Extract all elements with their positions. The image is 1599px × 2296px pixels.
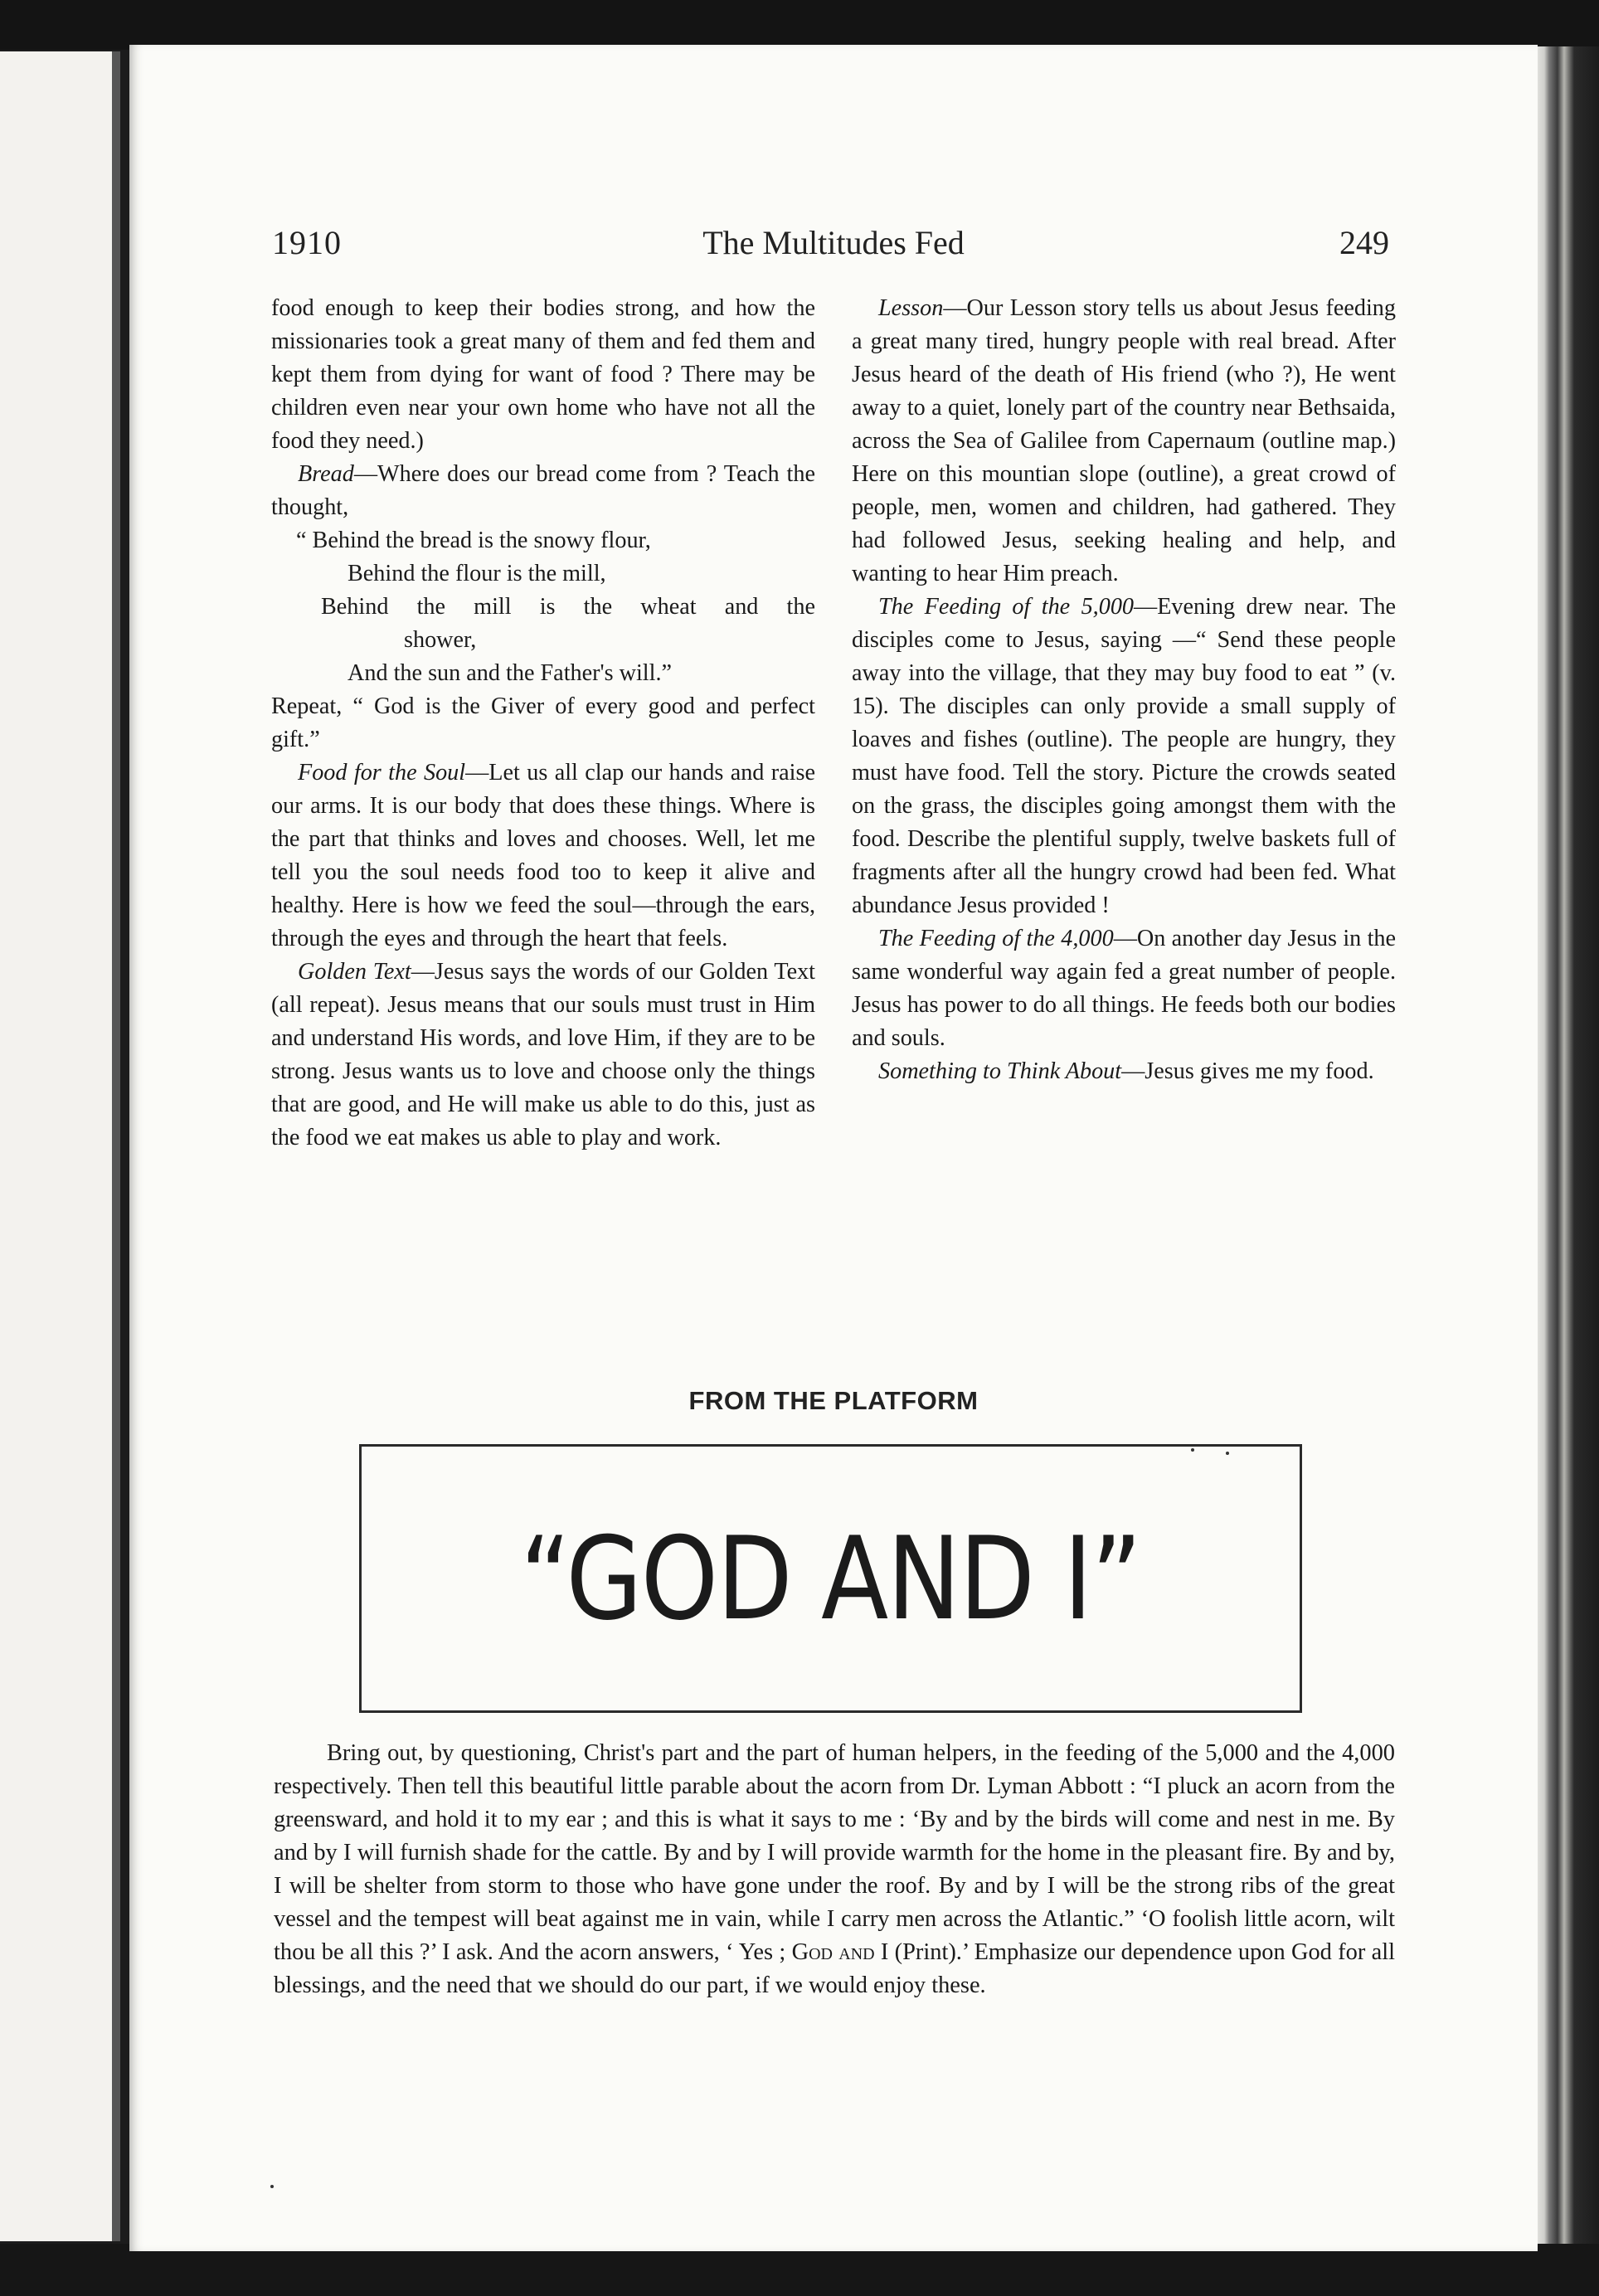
lesson-text: —Our Lesson story tells us about Jesus feeding a great many tired, hungry people with real bread. After Jesus heard of the death of His friend (who ?), He went away to a quiet, lonely part of the country near Bethsaida, across the Sea of Galilee from Capernaum (outline map.) Here on this mountian slope (outline), a great crowd of people, men, women and children, had gathered. They had followed Jesus, seeking healing and help, and wanting to hear Him preach.	[852, 295, 1396, 586]
feeding-5000-text: —Evening drew near. The disciples come to Jesus, saying —“ Send these people away into the village, that they may buy food to eat ” (v. 15). The disciples can only provide a small supply of loaves and fishes (outline). The people are hungry, they must have food. Tell the story. Picture the crowds seated on the grass, the disciples going amongst them with the food. Describe the plentiful supply, twelve baskets full of fragments after all the hungry crowd had been fed. What abundance Jesus provided !	[852, 594, 1396, 918]
section-label-think-about: Something to Think About	[878, 1058, 1122, 1084]
page-number: 249	[1339, 224, 1389, 261]
motto-text: “GOD AND I”	[520, 1511, 1141, 1646]
paragraph-food-for-soul	[271, 756, 815, 956]
feeding-4000-text: —On another day Jesus in the same wonderful way again fed a great number of people. Jesus has power to do all things. He feeds both our bodies and souls.	[852, 926, 1396, 1051]
platform-heading: FROM THE PLATFORM	[688, 1386, 979, 1415]
paragraph-missionaries: food enough to keep their bodies strong, and how the missionaries took a great many of them and fed them and kept them from dying for want of food ? There may be children even near your own home who have not all the food they need.)	[271, 295, 815, 454]
paragraph-golden-text	[271, 956, 815, 1155]
platform-text-main: Bring out, by questioning, Christ's part and the part of human helpers, in the feeding of the 5,000 and the 4,000 respectively. Then tell this beautiful little parable about the acorn from Dr. Lyman Abbott : “I pluck an acorn from the greensward, and hold it to my ear ; and this is what it says to me : ‘By and by the birds will come and nest in me. By and by I will furnish shade for the cattle. By and by I will provide warmth for the home in the pleasant fire. By and by, I will be shelter from storm to those who have gone under the roof. By and by I will be the strong ribs of the great vessel and the tempest will beat against me in vain, while I carry men across the Atlantic.” ‘O foolish little acorn, wilt thou be all this ?’ I ask. And the acorn answers, ‘ Yes ;	[274, 1740, 1395, 1965]
running-head-year: 1910	[272, 224, 342, 261]
paragraph-lesson	[852, 292, 1396, 591]
print-speck	[270, 2185, 274, 2188]
platform-text-end: I (Print).’ Emphasize our dependence upon God for all blessings, and the need that we should do our part, if we would enjoy these.	[274, 1939, 1395, 1998]
bread-text: —Where does our bread come from ? Teach the thought,	[271, 461, 815, 520]
golden-text: —Jesus says the words of our Golden Text (all repeat). Jesus means that our souls must trust in Him and understand His words, and love Him, if they are to be strong. Jesus wants us to love and choose only the things that are good, and He will make us able to do this, just as the food we eat makes us able to play and work.	[271, 959, 816, 1150]
food-for-soul-text: —Let us all clap our hands and raise our arms. It is our body that does these things. Where is the part that thinks and loves and chooses. Well, let me tell you the soul needs food too to keep it alive and healthy. Here is how we feed the soul—through the ears, through the eyes and through the heart that feels.	[271, 760, 815, 951]
paragraph-feeding-5000	[852, 591, 1396, 922]
paragraph-feeding-4000	[852, 922, 1396, 1055]
print-speck	[1191, 1448, 1194, 1452]
scan-top-edge	[0, 0, 1599, 50]
section-label-golden-text: Golden Text	[298, 959, 411, 985]
section-label-feeding-5000: The Feeding of the 5,000	[878, 594, 1135, 620]
print-speck	[1226, 1452, 1229, 1455]
paragraph-think-about	[852, 1055, 1396, 1088]
poem-line: Behind the flour is the mill,	[348, 561, 606, 586]
scan-bottom-edge	[0, 2244, 1599, 2296]
facing-page-edge	[0, 51, 120, 2241]
paragraph-bread	[271, 458, 815, 524]
book-fore-edge	[1536, 46, 1599, 2253]
motto-box	[359, 1444, 1302, 1713]
section-label-feeding-4000: The Feeding of the 4,000	[878, 926, 1114, 951]
section-label-lesson: Lesson	[878, 295, 944, 321]
poem	[271, 524, 815, 690]
paragraph-repeat: Repeat, “ God is the Giver of every good and perfect gift.”	[271, 693, 815, 752]
left-column	[271, 292, 815, 1155]
book-page	[129, 45, 1538, 2251]
poem-line: shower,	[404, 627, 477, 653]
section-label-bread: Bread	[298, 461, 354, 487]
platform-paragraph	[274, 1737, 1395, 2002]
running-head-title: The Multitudes Fed	[702, 224, 965, 261]
section-label-food-for-soul: Food for the Soul	[298, 760, 466, 786]
poem-line: “ Behind the bread is the snowy flour,	[296, 528, 651, 553]
platform-text-small-caps: God and	[791, 1939, 875, 1965]
right-column	[852, 292, 1396, 1088]
poem-line: And the sun and the Father's will.”	[348, 660, 673, 686]
poem-line: Behind the mill is the wheat and the	[321, 594, 815, 620]
think-about-text: —Jesus gives me my food.	[1121, 1058, 1374, 1084]
